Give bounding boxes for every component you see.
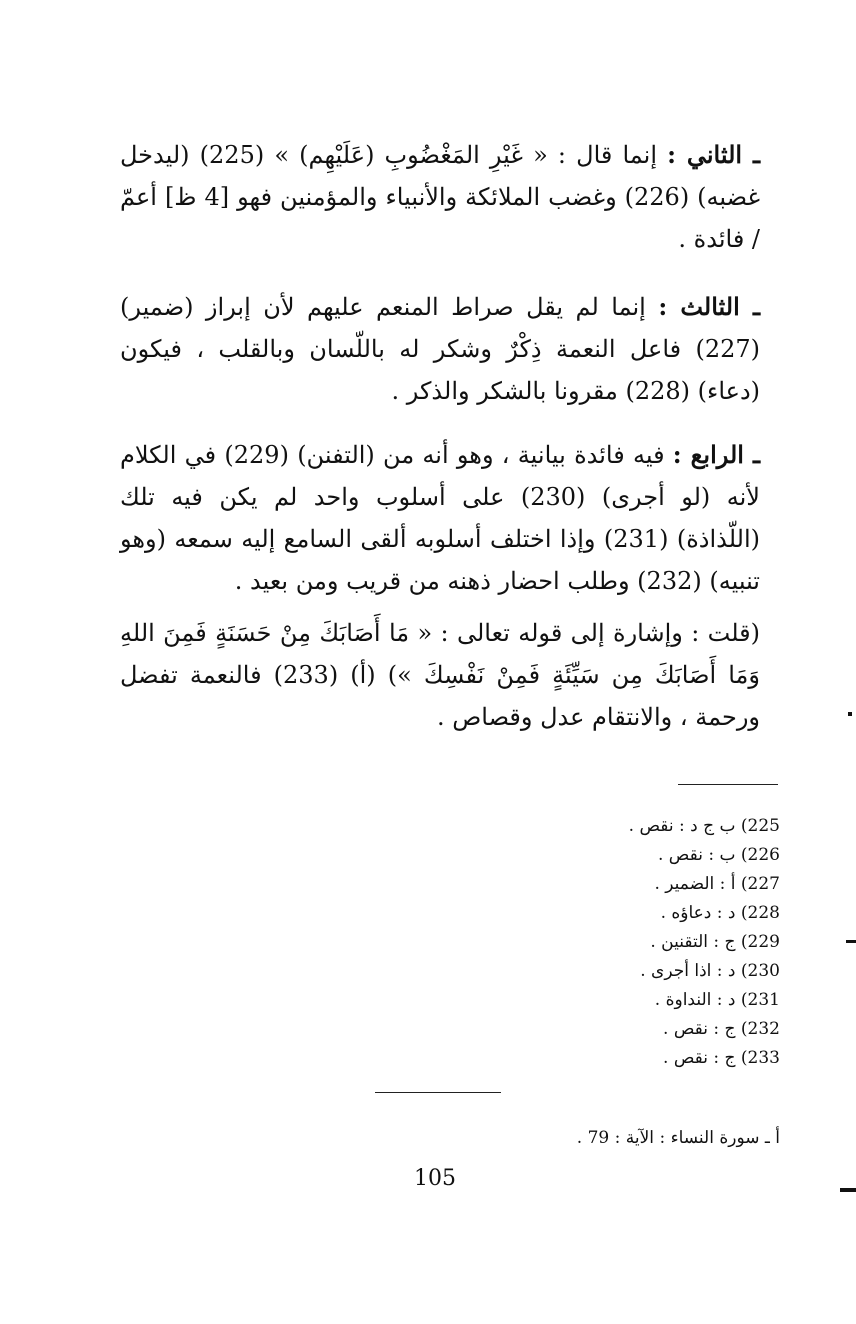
footnote-text: ج : نقص . bbox=[663, 1019, 736, 1039]
footnote-item bbox=[520, 870, 780, 899]
footnote-item bbox=[520, 899, 780, 928]
footnote-number: 227) bbox=[740, 874, 780, 894]
footnote-item bbox=[520, 841, 780, 870]
footnote-text: ج : التقنين . bbox=[650, 932, 736, 952]
footnote-text: أ : الضمير . bbox=[654, 874, 736, 894]
footnote-separator bbox=[678, 784, 778, 785]
paragraph-text: فيه فائدة بيانية ، وهو أنه من (التفنن) (229) في الكلام لأنه (لو أجرى) (230) على أسلوب واحد لم يكن فيه تلك (اللّذاذة) (231) وإذا اختلف أسلوبه ألقى السامع إليه سمعه (وهو تنبيه) (232) وطلب احضار ذهنه من قريب ومن بعيد . bbox=[120, 441, 761, 595]
paragraph-lead: ـ الثاني : bbox=[667, 140, 760, 169]
footnote-number: 229) bbox=[740, 932, 780, 952]
footnote-number: 233) bbox=[740, 1048, 780, 1068]
footnote-number: 226) bbox=[740, 845, 780, 865]
footnote-text: د : النداوة . bbox=[654, 990, 736, 1010]
footnote-number: 225) bbox=[740, 816, 780, 836]
footnote-text: د : اذا أجرى . bbox=[640, 961, 736, 981]
footnote-item bbox=[520, 928, 780, 957]
footnote-item bbox=[520, 957, 780, 986]
footnote-text: ج : نقص . bbox=[663, 1048, 736, 1068]
paragraph-second bbox=[120, 134, 760, 260]
paragraph-lead: ـ الثالث : bbox=[658, 292, 761, 321]
footnote-list bbox=[520, 812, 780, 1073]
scan-mark bbox=[846, 940, 856, 943]
paragraph-qult bbox=[120, 612, 760, 738]
footnote-item bbox=[520, 812, 780, 841]
scan-mark bbox=[840, 1188, 856, 1192]
footnote-item bbox=[520, 1044, 780, 1073]
source-note: أ ـ سورة النساء : الآية : 79 . bbox=[576, 1128, 780, 1148]
footnote-text: ب : نقص . bbox=[657, 845, 736, 865]
source-separator bbox=[375, 1092, 501, 1093]
paragraph-fourth bbox=[120, 434, 760, 602]
paragraph-third bbox=[120, 286, 760, 412]
footnote-item bbox=[520, 1015, 780, 1044]
footnote-number: 231) bbox=[740, 990, 780, 1010]
footnote-text: د : دعاؤه . bbox=[660, 903, 736, 923]
footnote-text: ب ج د : نقص . bbox=[628, 816, 736, 836]
page-number: 105 bbox=[414, 1166, 456, 1191]
footnote-item bbox=[520, 986, 780, 1015]
scan-mark bbox=[848, 712, 852, 716]
paragraph-lead: ـ الرابع : bbox=[672, 440, 760, 469]
footnote-number: 230) bbox=[740, 961, 780, 981]
paragraph-text: (قلت : وإشارة إلى قوله تعالى : « مَا أَصَابَكَ مِنْ حَسَنَةٍ فَمِنَ اللهِ وَمَا أَصَابَكَ مِن سَيِّئَةٍ فَمِنْ نَفْسِكَ ») (أ) (233) فالنعمة تفضل ورحمة ، والانتقام عدل وقصاص . bbox=[120, 619, 760, 731]
footnote-number: 228) bbox=[740, 903, 780, 923]
footnote-number: 232) bbox=[740, 1019, 780, 1039]
paragraph-text: إنما لم يقل صراط المنعم عليهم لأن إبراز (ضمير) (227) فاعل النعمة ذِكْرٌ وشكر له باللّسان وبالقلب ، فيكون (دعاء) (228) مقرونا بالشكر والذكر . bbox=[120, 293, 760, 405]
paragraph-text: إنما قال : « غَيْرِ المَغْضُوبِ (عَلَيْهِم) » (225) (ليدخل غضبه) (226) وغضب الملائكة والأنبياء والمؤمنين فهو [4 ظ] أعمّ / فائدة . bbox=[120, 141, 761, 253]
